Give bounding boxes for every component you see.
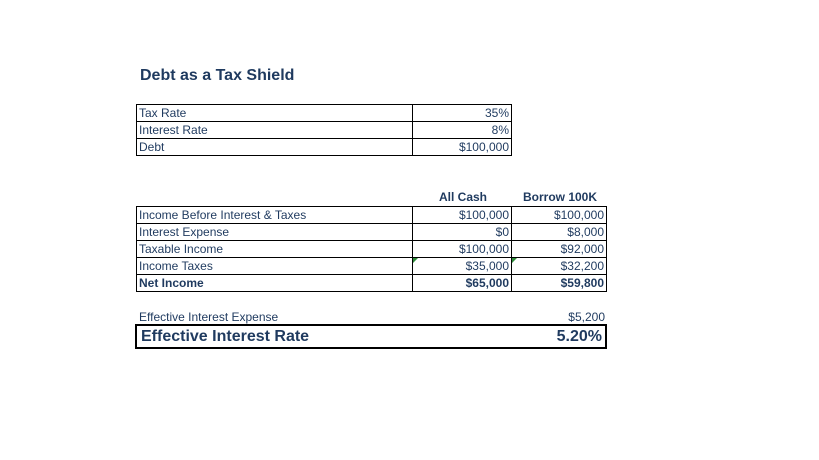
cell-all-cash-net-income[interactable]: $65,000 (412, 274, 512, 292)
effective-expense-label[interactable]: Effective Interest Expense (139, 310, 279, 324)
effective-rate-label: Effective Interest Rate (141, 328, 310, 345)
row-label-income-taxes[interactable]: Income Taxes (136, 257, 413, 275)
cell-marker-icon (413, 258, 418, 263)
input-value-tax-rate[interactable]: 35% (412, 104, 512, 122)
column-header-all-cash: All Cash (438, 190, 487, 204)
column-header-borrow: Borrow 100K (522, 190, 598, 204)
cell-borrow-net-income[interactable]: $59,800 (511, 274, 607, 292)
row-label-ebit[interactable]: Income Before Interest & Taxes (136, 206, 413, 224)
cell-borrow-income-taxes[interactable]: $32,200 (511, 257, 607, 275)
cell-marker-icon (512, 258, 517, 263)
input-label-tax-rate[interactable]: Tax Rate (136, 104, 413, 122)
cell-borrow-taxable-income[interactable]: $92,000 (511, 240, 607, 258)
effective-rate-row[interactable] (135, 324, 607, 349)
cell-borrow-interest-expense[interactable]: $8,000 (511, 223, 607, 241)
cell-all-cash-interest-expense[interactable]: $0 (412, 223, 512, 241)
cell-all-cash-taxable-income[interactable]: $100,000 (412, 240, 512, 258)
effective-rate-value: 5.20% (556, 328, 602, 345)
cell-all-cash-income-taxes[interactable]: $35,000 (412, 257, 512, 275)
input-value-interest-rate[interactable]: 8% (412, 121, 512, 139)
cell-all-cash-ebit[interactable]: $100,000 (412, 206, 512, 224)
input-value-debt[interactable]: $100,000 (412, 138, 512, 156)
row-label-taxable-income[interactable]: Taxable Income (136, 240, 413, 258)
row-label-net-income[interactable]: Net Income (136, 274, 413, 292)
row-label-interest-expense[interactable]: Interest Expense (136, 223, 413, 241)
effective-expense-value[interactable]: $5,200 (568, 310, 605, 324)
input-label-interest-rate[interactable]: Interest Rate (136, 121, 413, 139)
sheet-title: Debt as a Tax Shield (140, 67, 295, 84)
input-label-debt[interactable]: Debt (136, 138, 413, 156)
cell-borrow-ebit[interactable]: $100,000 (511, 206, 607, 224)
